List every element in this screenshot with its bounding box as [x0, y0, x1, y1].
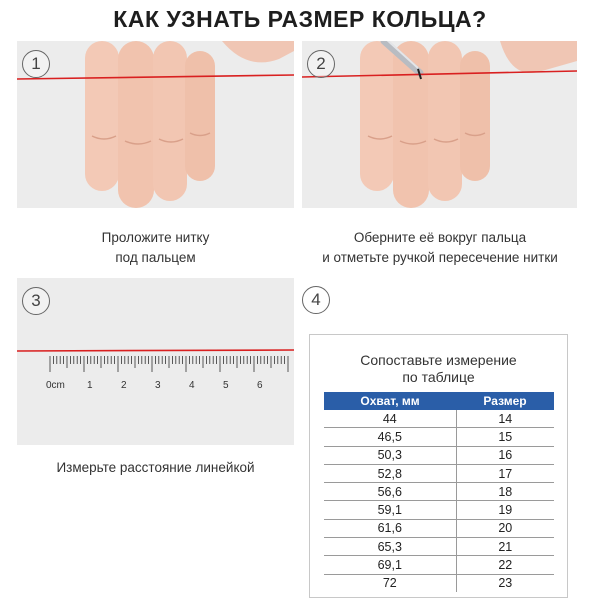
size-cell: 20 — [457, 519, 554, 537]
step-1-caption — [17, 228, 294, 268]
girth-cell: 59,1 — [324, 501, 457, 519]
step-2-caption-line-2: и отметьте ручкой пересечение нитки — [322, 250, 558, 265]
size-table-title — [310, 352, 567, 386]
step-1-caption-line-1: Проложите нитку — [101, 230, 210, 245]
table-row — [324, 428, 554, 446]
ruler-mark-label: 4 — [189, 380, 195, 391]
table-row — [324, 519, 554, 537]
girth-cell: 72 — [324, 574, 457, 592]
step-3-photo — [17, 278, 294, 445]
ruler-image — [17, 278, 294, 445]
size-cell: 15 — [457, 428, 554, 446]
girth-cell: 69,1 — [324, 556, 457, 574]
table-row — [324, 446, 554, 464]
ruler-mark-label: 1 — [87, 380, 93, 391]
page-title: КАК УЗНАТЬ РАЗМЕР КОЛЬЦА? — [113, 6, 487, 32]
step-4-number: 4 — [302, 286, 330, 314]
table-row — [324, 538, 554, 556]
size-cell: 22 — [457, 556, 554, 574]
ruler-mark-label: 6 — [257, 380, 263, 391]
column-header-size: Размер — [457, 392, 554, 410]
girth-cell: 44 — [324, 410, 457, 428]
size-cell: 17 — [457, 464, 554, 482]
table-row — [324, 464, 554, 482]
girth-cell: 56,6 — [324, 483, 457, 501]
size-table-title-line-2: по таблице — [402, 369, 475, 385]
size-cell: 18 — [457, 483, 554, 501]
ruler-mark-label: 3 — [155, 380, 161, 391]
size-cell: 14 — [457, 410, 554, 428]
hand-thread-image — [17, 41, 294, 208]
step-2-caption — [300, 228, 580, 268]
step-1-photo — [17, 41, 294, 208]
girth-cell: 46,5 — [324, 428, 457, 446]
step-1-number: 1 — [22, 50, 50, 78]
ruler-mark-label: 2 — [121, 380, 127, 391]
table-row — [324, 483, 554, 501]
size-cell: 23 — [498, 576, 513, 591]
step-3-caption-line-1: Измерьте расстояние линейкой — [56, 460, 255, 475]
step-1-caption-line-2: под пальцем — [115, 250, 196, 265]
step-2-number: 2 — [307, 50, 335, 78]
table-row — [324, 410, 554, 428]
step-2-caption-line-1: Оберните её вокруг пальца — [353, 230, 527, 245]
size-cell: 19 — [457, 501, 554, 519]
size-table — [324, 392, 554, 592]
size-cell: 21 — [457, 538, 554, 556]
ruler-unit-label: 0cm — [46, 380, 65, 391]
girth-cell: 50,3 — [324, 446, 457, 464]
size-table-title-line-1: Сопоставьте измерение — [360, 352, 517, 368]
table-row — [324, 574, 554, 592]
ruler-mark-label: 5 — [223, 380, 229, 391]
step-2-photo — [302, 41, 577, 208]
girth-cell: 65,3 — [324, 538, 457, 556]
size-cell: 16 — [457, 446, 554, 464]
hand-pen-image — [302, 41, 577, 208]
table-row — [324, 501, 554, 519]
girth-cell: 52,8 — [324, 464, 457, 482]
girth-cell: 61,6 — [324, 519, 457, 537]
size-table-card — [309, 334, 568, 598]
table-row — [324, 556, 554, 574]
step-3-caption — [17, 458, 294, 478]
step-3-number: 3 — [22, 287, 50, 315]
column-header-girth: Охват, мм — [324, 392, 457, 410]
